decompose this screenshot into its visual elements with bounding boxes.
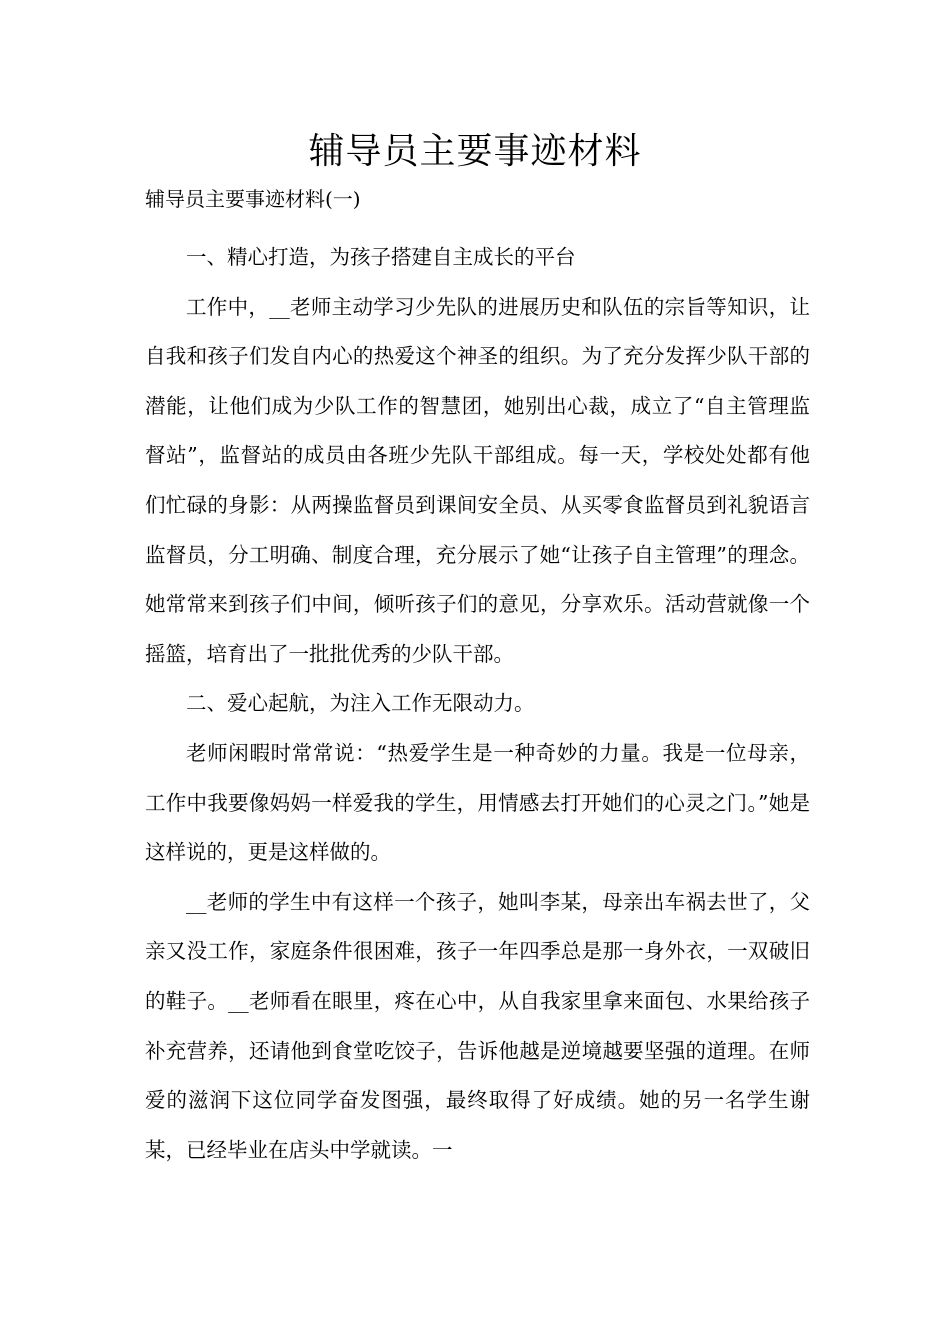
paragraph-2: 老师闲暇时常常说：“热爱学生是一种奇妙的力量。我是一位母亲，工作中我要像妈妈一样爱我的学生，用情感去打开她们的心灵之门。”她是这样说的，更是这样做的。 [145,740,810,865]
paragraph-1: 工作中，__老师主动学习少先队的进展历史和队伍的宗旨等知识，让自我和孩子们发自内心的热爱这个神圣的组织。为了充分发挥少队干部的潜能，让他们成为少队工作的智慧团，她别出心裁，成立了“自主管理监督站”，监督站的成员由各班少先队干部组成。每一天，学校处处都有他们忙碌的身影：从两操监督员到课间安全员、从买零食监督员到礼貌语言监督员，分工明确、制度合理，充分展示了她“让孩子自主管理”的理念。她常常来到孩子们中间，倾听孩子们的意见，分享欢乐。活动营就像一个摇篮，培育出了一批批优秀的少队干部。 [145,294,810,666]
section-heading-1: 一、精心打造，为孩子搭建自主成长的平台 [186,245,576,269]
document-subtitle: 辅导员主要事迹材料(一) [145,187,361,211]
section-heading-2: 二、爱心起航，为注入工作无限动力。 [186,691,535,716]
document-body [145,233,810,1175]
paragraph-3: __老师的学生中有这样一个孩子，她叫李某，母亲出车祸去世了，父亲又没工作，家庭条件很困难，孩子一年四季总是那一身外衣，一双破旧的鞋子。__老师看在眼里，疼在心中，从自我家里拿来面包、水果给孩子补充营养，还请他到食堂吃饺子，告诉他越是逆境越要坚强的道理。在师爱的滋润下这位同学奋发图强，最终取得了好成绩。她的另一名学生谢某，已经毕业在店头中学就读。一 [145,889,810,1162]
document-title: 辅导员主要事迹材料 [308,131,642,172]
